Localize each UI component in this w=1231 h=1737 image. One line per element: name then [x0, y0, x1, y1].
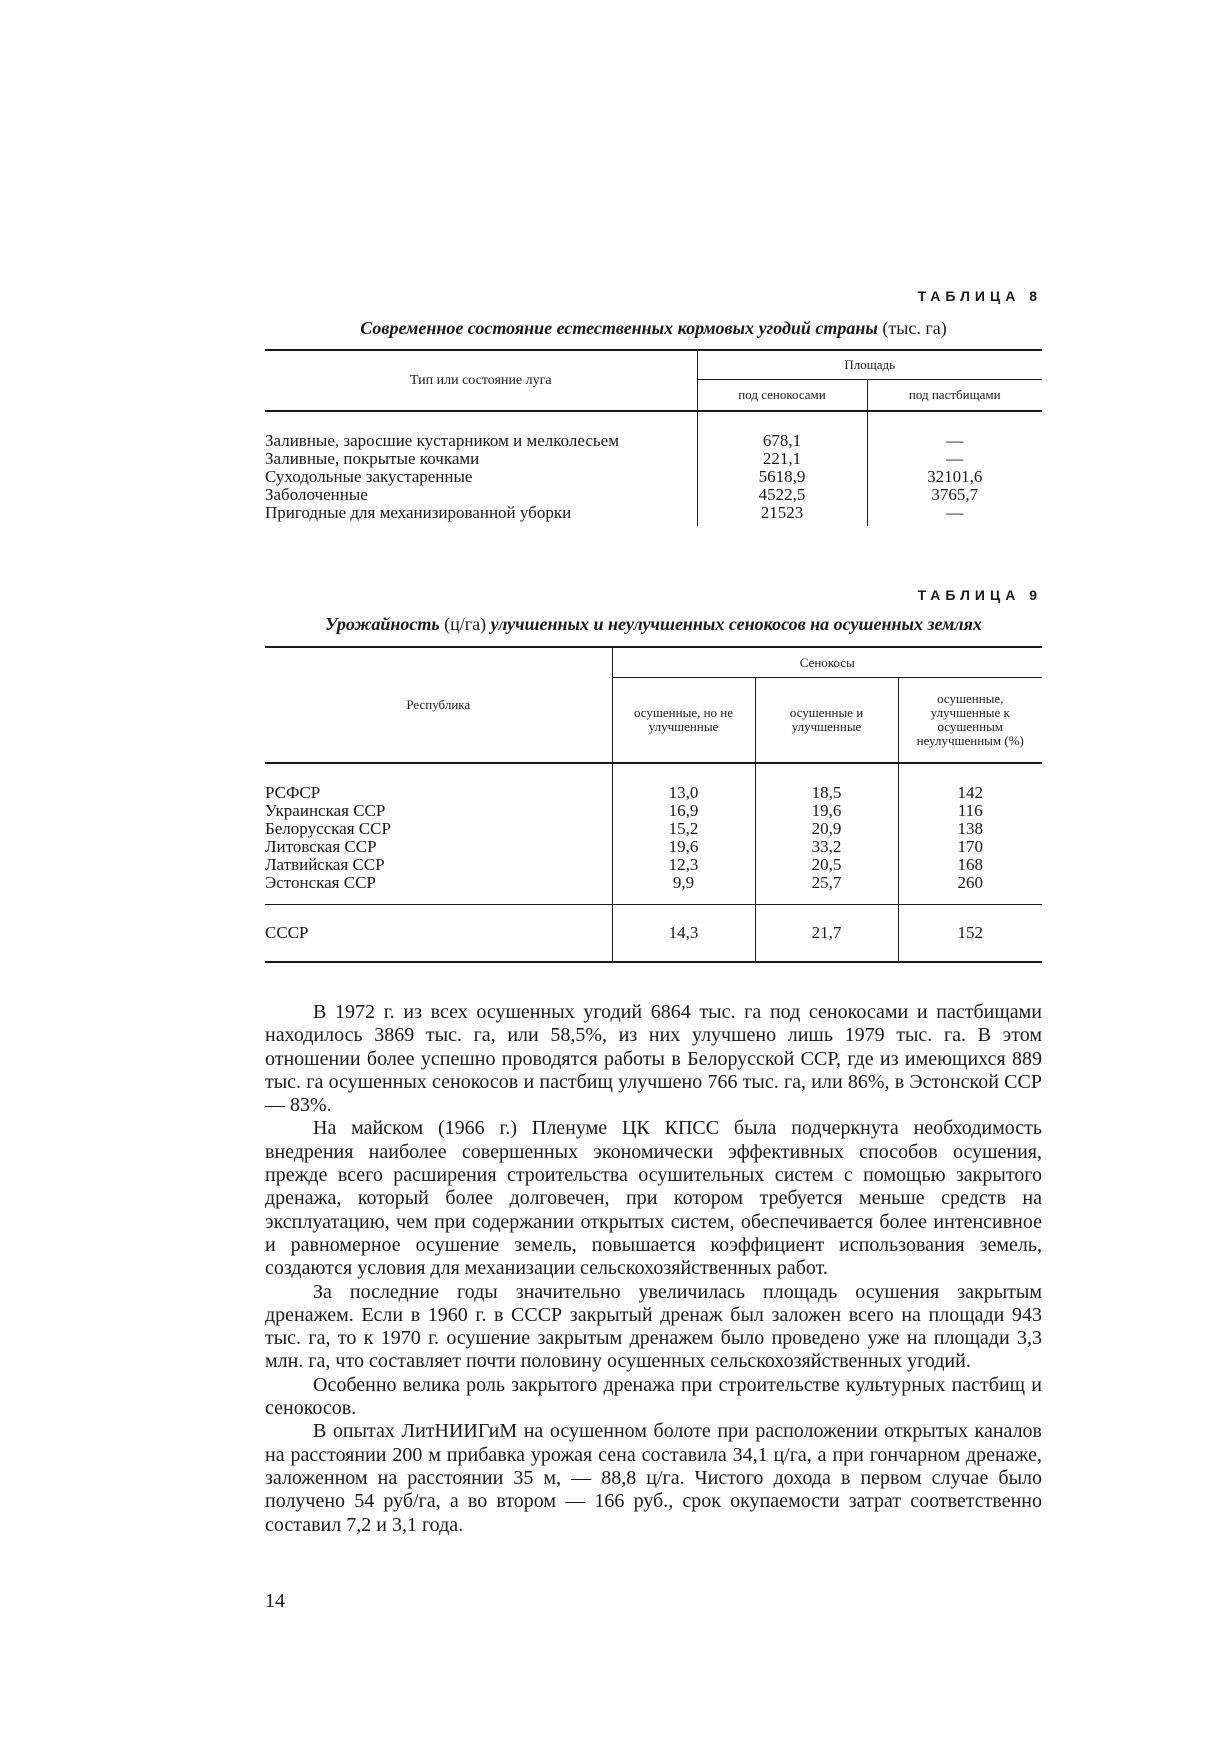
table8-row-hay: 21523 — [697, 504, 867, 522]
table9-row-b: 20,9 — [755, 820, 898, 838]
table9-col-hay: Сенокосы — [612, 647, 1042, 678]
table9-row-b: 25,7 — [755, 874, 898, 905]
table9-row-b: 20,5 — [755, 856, 898, 874]
table9-row-a: 12,3 — [612, 856, 755, 874]
table8-row-pasture: — — [867, 504, 1042, 522]
table9-caption-b: улучшенных и неулучшенных сенокосов на осушенных землях — [490, 614, 982, 634]
body-text — [265, 1001, 1042, 1537]
table9-row-a: 16,9 — [612, 802, 755, 820]
table-row — [265, 504, 1042, 522]
table9-total-a: 14,3 — [612, 905, 755, 963]
table8-col-pasture: под пастбищами — [867, 380, 1042, 412]
paragraph: За последние годы значительно увеличилась площадь осушения закрытым дренажем. Если в 1960 г. в СССР закрытый дренаж был заложен всего на площади 943 тыс. га, то к 1970 г. осушение закрытым дренажем было проведено уже на площади 3,3 млн. га, что составляет почти половину осушенных сельскохозяйственных угодий. — [265, 1280, 1042, 1373]
table8-caption — [265, 318, 1042, 339]
table-row — [265, 432, 1042, 450]
table9-col-1: осушенные, но не улучшенные — [612, 678, 755, 764]
table9-row-c: 138 — [898, 820, 1042, 838]
table-row — [265, 450, 1042, 468]
table8-col-area: Площадь — [697, 350, 1042, 380]
table8-label: ТАБЛИЦА 8 — [917, 288, 1042, 304]
table8-row-pasture: 32101,6 — [867, 468, 1042, 486]
table9-col-2: осушенные и улучшенные — [755, 678, 898, 764]
table9-total-name: СССР — [265, 905, 612, 963]
table-row — [265, 784, 1042, 802]
paragraph: На майском (1966 г.) Пленуме ЦК КПСС была подчеркнута необходимость внедрения наиболее совершенных экономически эффективных способов осушения, прежде всего расширения строительства осушительных систем с помощью закрытого дренажа, который более долговечен, при котором требуется меньше средств на эксплуатацию, чем при содержании открытых систем, обеспечивается более интенсивное и равномерное осушение земель, повышается коэффициент использования земель, создаются условия для механизации сельскохозяйственных работ. — [265, 1117, 1042, 1280]
table9-row-a: 15,2 — [612, 820, 755, 838]
table8-caption-title: Современное состояние естественных кормовых угодий страны — [360, 318, 878, 338]
table-row-total — [265, 905, 1042, 963]
table9-row-c: 142 — [898, 784, 1042, 802]
table9-row-b: 33,2 — [755, 838, 898, 856]
table9-caption-a: Урожайность — [325, 614, 440, 634]
page — [265, 0, 1042, 1737]
table8-col-hay: под сенокосами — [697, 380, 867, 412]
table8-row-pasture: — — [867, 450, 1042, 468]
table8-row-pasture: — — [867, 432, 1042, 450]
table9-caption — [265, 614, 1042, 635]
table9-row-name: РСФСР — [265, 783, 321, 802]
table9 — [265, 646, 1042, 963]
table8-row-hay: 5618,9 — [697, 468, 867, 486]
page-number: 14 — [265, 1590, 285, 1612]
table9-row-name: Белорусская ССР — [265, 819, 391, 838]
table9-row-name: Литовская ССР — [265, 837, 377, 856]
table9-row-c: 168 — [898, 856, 1042, 874]
table9-col-republic: Республика — [265, 647, 612, 763]
table-row — [265, 874, 1042, 905]
table8-row-hay: 678,1 — [697, 432, 867, 450]
table8-row-name: Суходольные закустаренные — [265, 467, 473, 486]
table9-row-c: 116 — [898, 802, 1042, 820]
table8-row-pasture: 3765,7 — [867, 486, 1042, 504]
table9-row-name: Латвийская ССР — [265, 855, 385, 874]
table8-row-name: Пригодные для механизированной уборки — [265, 503, 572, 522]
table9-row-name: Эстонская ССР — [265, 874, 612, 905]
table8-col-type: Тип или состояние луга — [265, 350, 697, 411]
table-row — [265, 820, 1042, 838]
table8-row-name: Заливные, покрытые кочками — [265, 449, 480, 468]
table-row — [265, 802, 1042, 820]
table9-total-b: 21,7 — [755, 905, 898, 963]
table9-caption-unit: (ц/га) — [444, 614, 487, 634]
table8 — [265, 349, 1042, 526]
table9-row-c: 260 — [898, 874, 1042, 905]
table8-row-hay: 4522,5 — [697, 486, 867, 504]
table-row — [265, 486, 1042, 504]
table9-row-a: 13,0 — [612, 784, 755, 802]
table9-row-b: 19,6 — [755, 802, 898, 820]
paragraph: Особенно велика роль закрытого дренажа при строительстве культурных пастбищ и сенокосов. — [265, 1373, 1042, 1420]
table9-label: ТАБЛИЦА 9 — [917, 587, 1042, 603]
table9-row-a: 9,9 — [612, 874, 755, 905]
table-row — [265, 856, 1042, 874]
table8-caption-unit: (тыс. га) — [882, 318, 947, 338]
table8-row-hay: 221,1 — [697, 450, 867, 468]
table-row — [265, 838, 1042, 856]
table8-row-name: Заболоченные — [265, 485, 368, 504]
table9-col-3: осушенные, улучшенные к осушенным неулучшенным (%) — [898, 678, 1042, 764]
table9-total-c: 152 — [898, 905, 1042, 963]
table9-row-name: Украинская ССР — [265, 801, 386, 820]
table9-row-a: 19,6 — [612, 838, 755, 856]
table9-row-c: 170 — [898, 838, 1042, 856]
table9-row-b: 18,5 — [755, 784, 898, 802]
paragraph: В опытах ЛитНИИГиМ на осушенном болоте при расположении открытых каналов на расстоянии 200 м прибавка урожая сена составила 34,1 ц/га, а при гончарном дренаже, заложенном на расстоянии 35 м, — 88,8 ц/га. Чистого дохода в первом случае было получено 54 руб/га, а во втором — 166 руб., срок окупаемости затрат соответственно составил 7,2 и 3,1 года. — [265, 1420, 1042, 1536]
paragraph: В 1972 г. из всех осушенных угодий 6864 тыс. га под сенокосами и пастбищами находилось 3869 тыс. га, или 58,5%, из них улучшено лишь 1979 тыс. га. В этом отношении более успешно проводятся работы в Белорусской ССР, где из имеющихся 889 тыс. га осушенных сенокосов и пастбищ улучшено 766 тыс. га, или 86%, в Эстонской ССР — 83%. — [265, 1001, 1042, 1117]
table-row — [265, 468, 1042, 486]
table8-row-name: Заливные, заросшие кустарником и мелколесьем — [265, 431, 619, 450]
